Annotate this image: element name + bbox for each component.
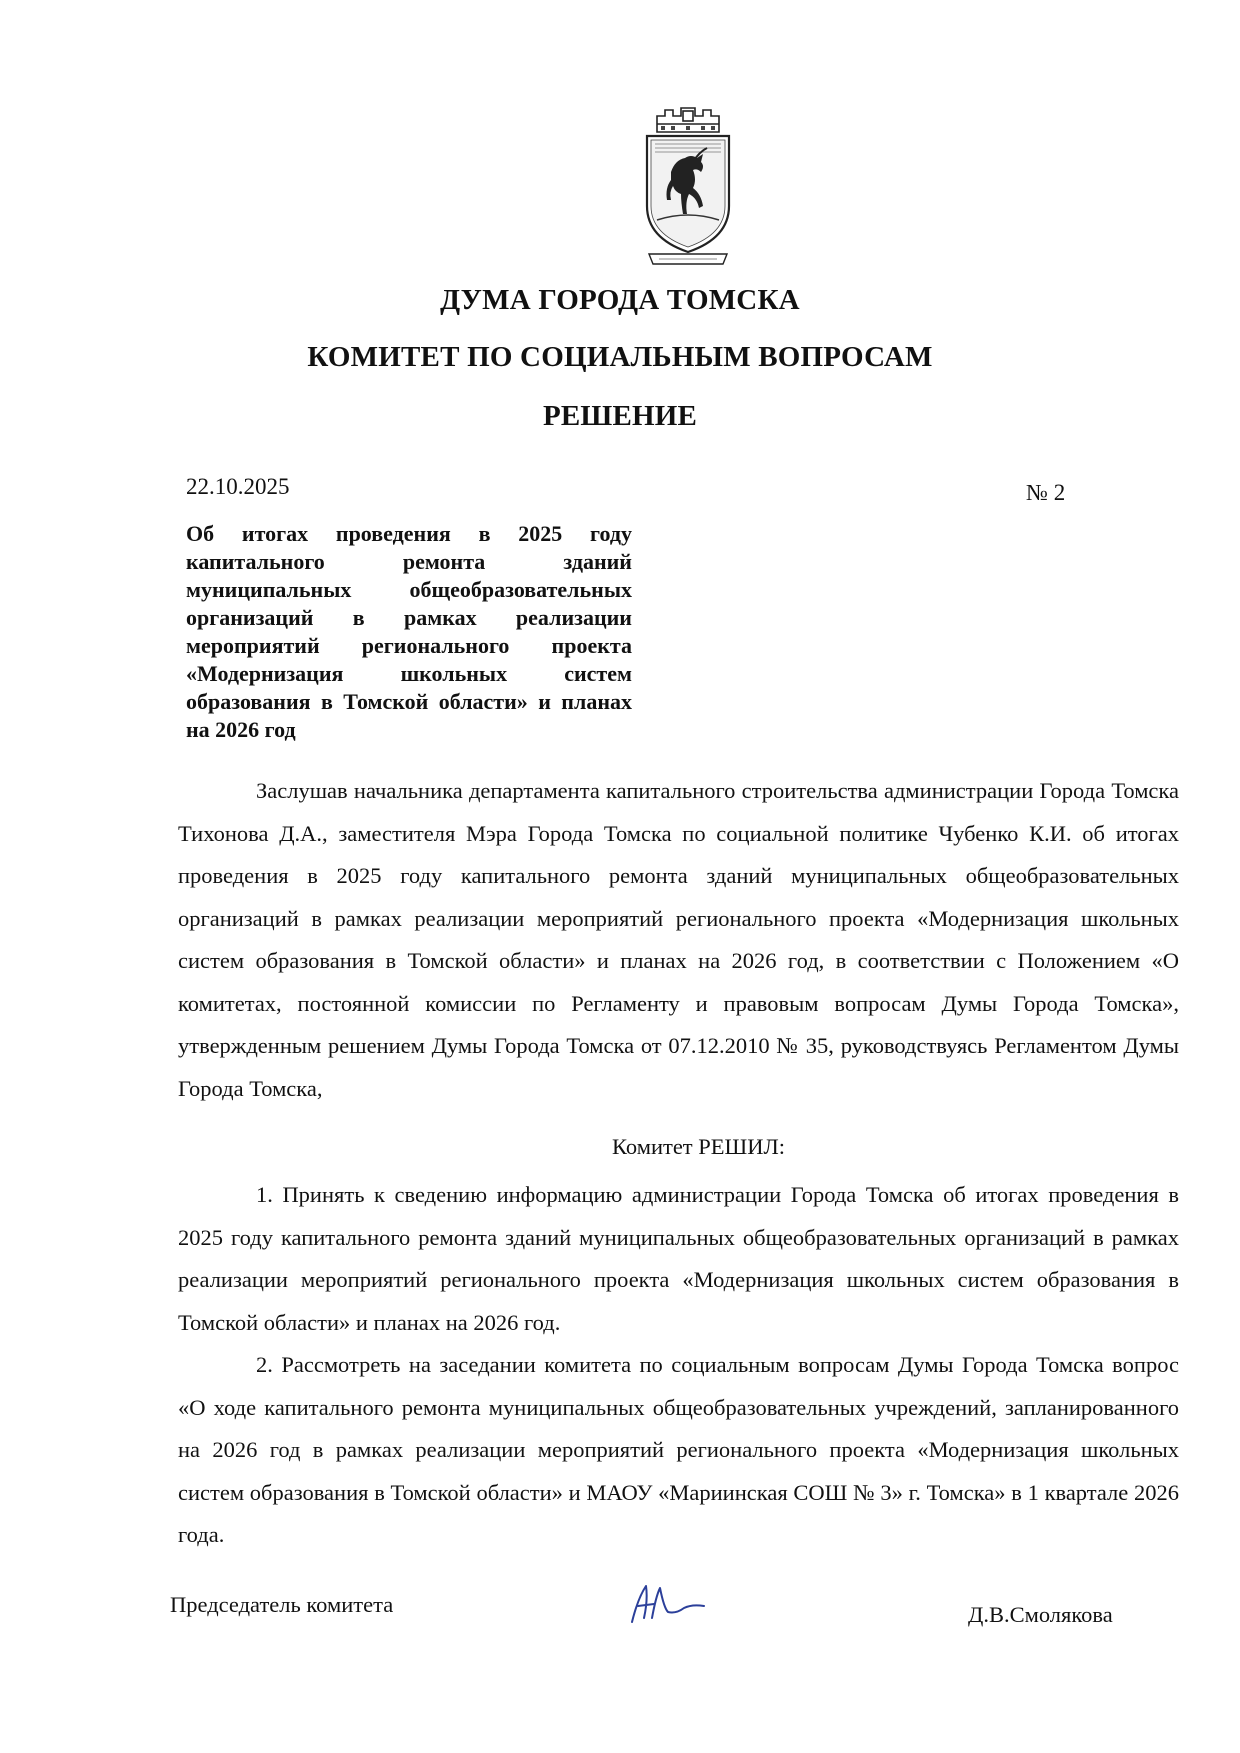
handwritten-signature-icon [624,1578,710,1628]
signatory-name: Д.В.Смолякова [968,1602,1113,1627]
intro-paragraph: Заслушав начальника департамента капитального строительства администрации Города Томска Тихонова Д.А., заместителя Мэра Города Томска по социальной политике Чубенко К.И. об итогах проведения в 2025 году капитального ремонта зданий муниципальных общеобразовательных организаций в рамках реализации мероприятий регионального проекта «Модернизация школьных систем образования в Томской области» и планах на 2026 год, в соответствии с Положением «О комитетах, постоянной комиссии по Регламенту и правовым вопросам Думы Города Томска», утвержденным решением Думы Города Томска от 07.12.2010 № 35, руководствуясь Регламентом Думы Города Томска, [178,778,1179,1101]
document-date: 22.10.2025 [186,474,290,499]
document-subject: Об итогах проведения в 2025 году капитального ремонта зданий муниципальных общеобразовательных организаций в рамках реализации мероприятий регионального проекта «Модернизация школьных систем образования в Томской области» и планах на 2026 год [186,521,632,742]
decision-header: Комитет РЕШИЛ: [612,1134,785,1159]
committee-title: КОМИТЕТ ПО СОЦИАЛЬНЫМ ВОПРОСАМ [307,341,933,373]
document-type-title: РЕШЕНИЕ [542,400,698,432]
decision-item-2: 2. Рассмотреть на заседании комитета по социальным вопросам Думы Города Томска вопрос «О ходе капитального ремонта муниципальных общеобразовательных учреждений, запланированного на 2026 год в рамках реализации мероприятий регионального проекта «Модернизация школьных систем образования в Томской области» и МАОУ «Мариинская СОШ № 3» г. Томска» в 1 квартале 2026 года. [178,1352,1179,1547]
signatory-position: Председатель комитета [170,1592,394,1617]
organization-title: ДУМА ГОРОДА ТОМСКА [440,284,800,316]
document-number: № 2 [1026,480,1066,505]
decision-item-1: 1. Принять к сведению информацию администрации Города Томска об итогах проведения в 2025 году капитального ремонта зданий муниципальных общеобразовательных организаций в рамках реализации мероприятий регионального проекта «Модернизация школьных систем образования в Томской области» и планах на 2026 год. [178,1182,1179,1335]
tomsk-coat-of-arms-icon [641,102,735,274]
